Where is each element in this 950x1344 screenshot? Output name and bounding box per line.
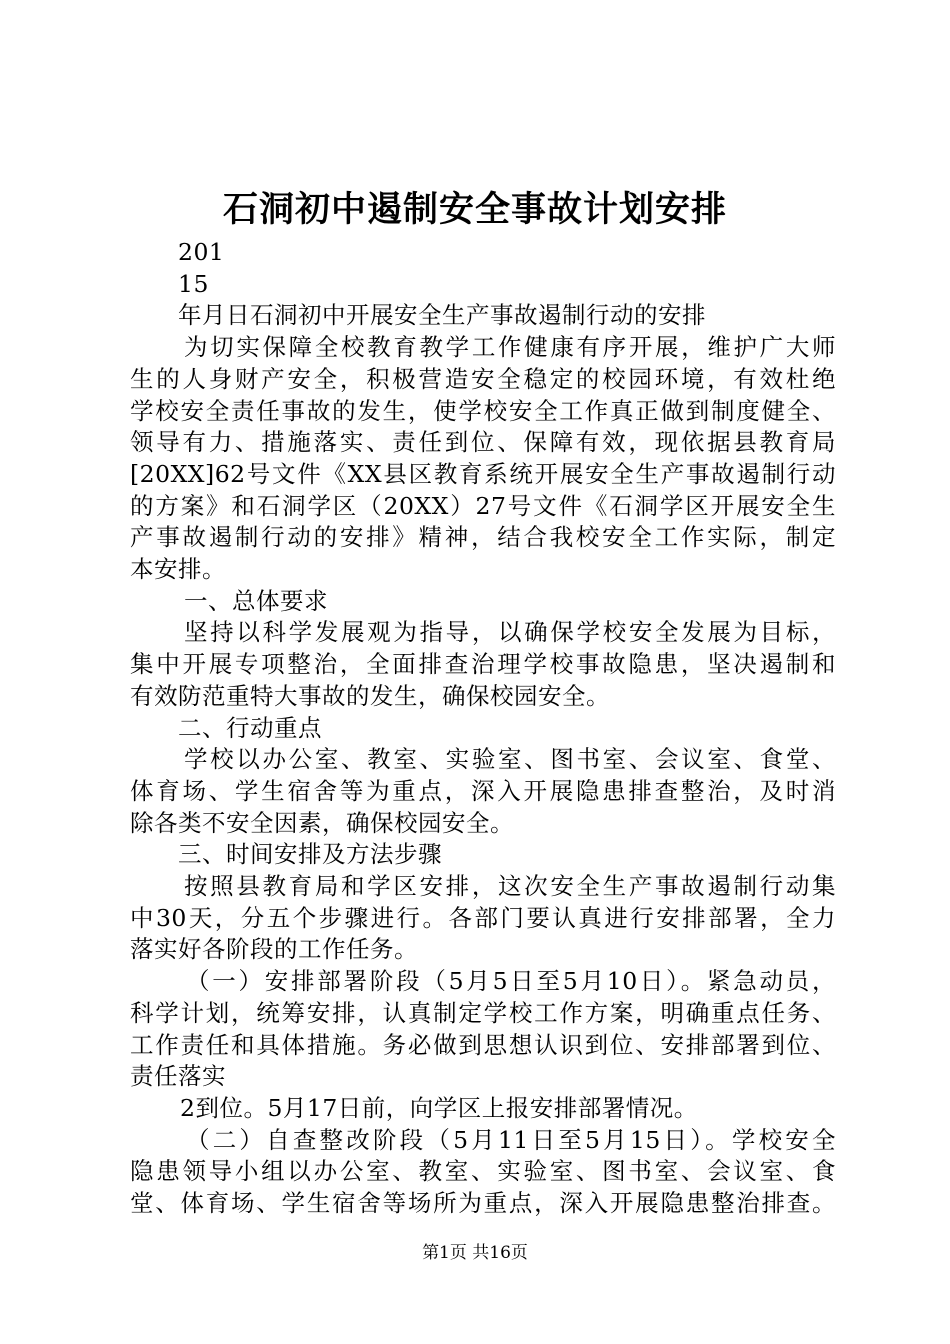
body-line: 的方案》和石洞学区（20XX）27号文件《石洞学区开展安全生 [130,491,836,520]
body-line: 坚持以科学发展观为指导，以确保学校安全发展为目标， [184,618,836,647]
body-line: 堂、体育场、学生宿舍等场所为重点，深入开展隐患整治排查。 [130,1189,836,1218]
document-title: 石洞初中遏制安全事故计划安排 [222,189,727,230]
body-line: 体育场、学生宿舍等为重点，深入开展隐患排查整治，及时消 [130,776,836,805]
body-line: 领导有力、措施落实、责任到位、保障有效，现依据县教育局 [130,428,836,457]
body-line: 隐患领导小组以办公室、教室、实验室、图书室、会议室、食 [130,1157,836,1186]
body-line: 2到位。5月17日前，向学区上报安排部署情况。 [180,1093,698,1122]
body-line: 落实好各阶段的工作任务。 [130,935,418,964]
section-heading: 三、时间安排及方法步骤 [178,840,442,869]
body-line: 责任落实 [130,1062,226,1091]
body-line: 15 [178,269,209,298]
body-line: 除各类不安全因素，确保校园安全。 [130,808,514,837]
body-line: 生的人身财产安全，积极营造安全稳定的校园环境，有效杜绝 [130,364,836,393]
body-line: 按照县教育局和学区安排，这次安全生产事故遏制行动集 [184,872,836,901]
body-line: 本安排。 [130,555,226,584]
body-line: 为切实保障全校教育教学工作健康有序开展，维护广大师 [184,333,836,362]
body-line: 集中开展专项整治，全面排查治理学校事故隐患，坚决遏制和 [130,650,836,679]
body-line: 有效防范重特大事故的发生，确保校园安全。 [130,681,610,710]
body-line: 中30天，分五个步骤进行。各部门要认真进行安排部署，全力 [130,903,836,932]
body-line: 工作责任和具体措施。务必做到思想认识到位、安排部署到位、 [130,1030,836,1059]
body-line: （二）自查整改阶段（5月11日至5月15日）。学校安全 [186,1125,836,1154]
page-footer: 第1页 共16页 [422,1243,528,1263]
body-line: [20XX]62号文件《XX县区教育系统开展安全生产事故遏制行动 [130,459,836,488]
body-line: 学校以办公室、教室、实验室、图书室、会议室、食堂、 [184,745,836,774]
section-heading: 二、行动重点 [178,713,322,742]
body-line: 201 [178,238,225,266]
body-line: 产事故遏制行动的安排》精神，结合我校安全工作实际，制定 [130,523,836,552]
body-line: 学校安全责任事故的发生，使学校安全工作真正做到制度健全、 [130,396,836,425]
body-line: （一）安排部署阶段（5月5日至5月10日）。紧急动员， [186,967,836,996]
body-line: 年月日石洞初中开展安全生产事故遏制行动的安排 [178,301,706,330]
body-line: 科学计划，统筹安排，认真制定学校工作方案，明确重点任务、 [130,998,836,1027]
document-body [130,237,836,1220]
section-heading: 一、总体要求 [184,586,328,615]
